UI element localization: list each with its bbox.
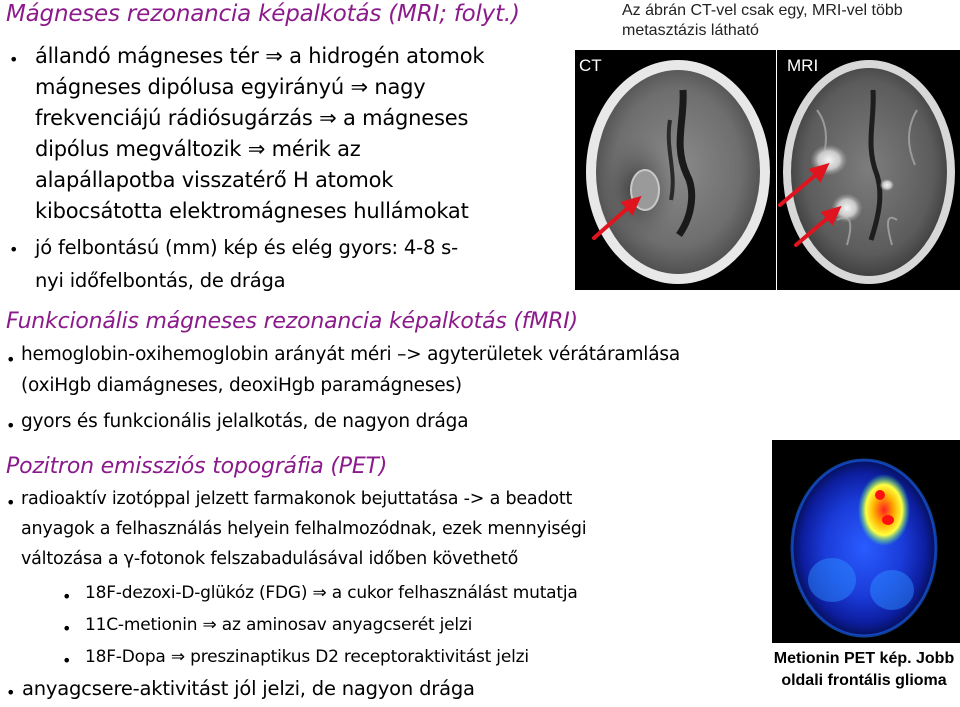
image-caption-line2: metasztázis látható [622,22,759,39]
bullet-dot: • [62,619,72,638]
bullet-dot: • [6,350,16,369]
implies-icon: ⇒ [247,137,266,161]
pet-sub-3-left: 18F-Dopa [85,647,171,667]
implies-icon: ⇒ [312,583,327,603]
mri-b1-line4b: mérik az [271,137,361,161]
image-caption-line1: Az ábrán CT-vel csak egy, MRI-vel több [622,2,903,19]
pet-sub-2-right: az aminosav anyagcserét jelzi [221,615,473,635]
pet-b1-line1: radioaktív izotóppal jelzett farmakonok bejuttatása -> a beadott [21,489,573,509]
pet-scan-image [772,440,960,643]
gamma-symbol: γ [123,549,134,569]
pet-sub-2-left: 11C-metionin [85,615,203,635]
ct-label: CT [579,56,602,75]
mri-b1-line1a: állandó mágneses tér [35,44,266,68]
mri-b2-line1: jó felbontású (mm) kép és elég gyors: 4-8 s- [35,236,458,259]
mri-b2-line2: nyi időfelbontás, de drága [35,269,286,292]
bullet-dot: • [9,240,19,259]
pet-caption [768,648,960,692]
pet-b1-line3b: -fotonok felszabadulásával időben követhető [133,549,519,569]
fmri-b1-line1: hemoglobin-oxihemoglobin arányát méri –> agyterületek vérátáramlása [21,344,680,365]
bullet-dot: • [62,587,72,606]
pet-caption-line2: oldali frontális glioma [781,672,947,689]
implies-icon: ⇒ [350,75,368,99]
pet-b1-line3a: változása a [21,549,124,569]
mri-b1-line5: alapállapotba visszatérő H atomok [35,168,394,192]
pet-title: Pozitron emissziós topográfia (PET) [6,454,388,479]
implies-icon: ⇒ [170,647,185,667]
mri-label: MRI [787,56,819,75]
mri-b1-line4a: dipólus megváltozik [35,137,248,161]
fmri-b2-line1: gyors és funkcionális jelalkotás, de nagyon drága [21,411,469,432]
mri-b1-line2b: nagy [374,75,426,99]
pet-sub-1-right: a cukor felhasználást mutatja [331,583,578,603]
arrow-mri-1-icon [780,173,818,205]
mri-b1-line6: kibocsátotta elektromágneses hullámokat [35,199,469,223]
arrow-ct-icon [594,206,630,238]
pet-sub-3-right: preszinaptikus D2 receptoraktivitást jelzi [190,647,529,667]
mri-b1-line1b: a hidrogén atomok [289,44,485,68]
pet-caption-line1: Metionin PET kép. Jobb [773,650,955,667]
fmri-b1-line2: (oxiHgb diamágneses, deoxiHgb paramágneses) [21,375,462,396]
bullet-dot: • [6,493,16,512]
arrow-mri-2-icon [796,216,830,245]
bullet-dot: • [9,50,19,69]
mri-b1-line3b: a mágneses [342,106,469,130]
bullet-dot: • [6,683,16,702]
arrow-overlay [580,140,960,250]
mri-b1-line2a: mágneses dipólusa egyirányú [35,75,351,99]
implies-icon: ⇒ [319,106,337,130]
implies-icon: ⇒ [265,44,283,68]
mri-title: Mágneses rezonancia képalkotás (MRI; folyt.) [6,1,520,27]
pet-b1-line2: anyagok a felhasználás helyein felhalmozódnak, ezek mennyiségi [21,519,587,539]
pet-last-line: anyagcsere-aktivitást jól jelzi, de nagyon drága [22,677,475,700]
pet-sub-1-left: 18F-dezoxi-D-glükóz (FDG) [85,583,313,603]
bullet-dot: • [62,651,72,670]
fmri-title: Funkcionális mágneses rezonancia képalkotás (fMRI) [6,309,578,334]
mri-b1-line3a: frekvenciájú rádiósugárzás [35,106,320,130]
implies-icon: ⇒ [202,615,217,635]
bullet-dot: • [6,416,16,435]
